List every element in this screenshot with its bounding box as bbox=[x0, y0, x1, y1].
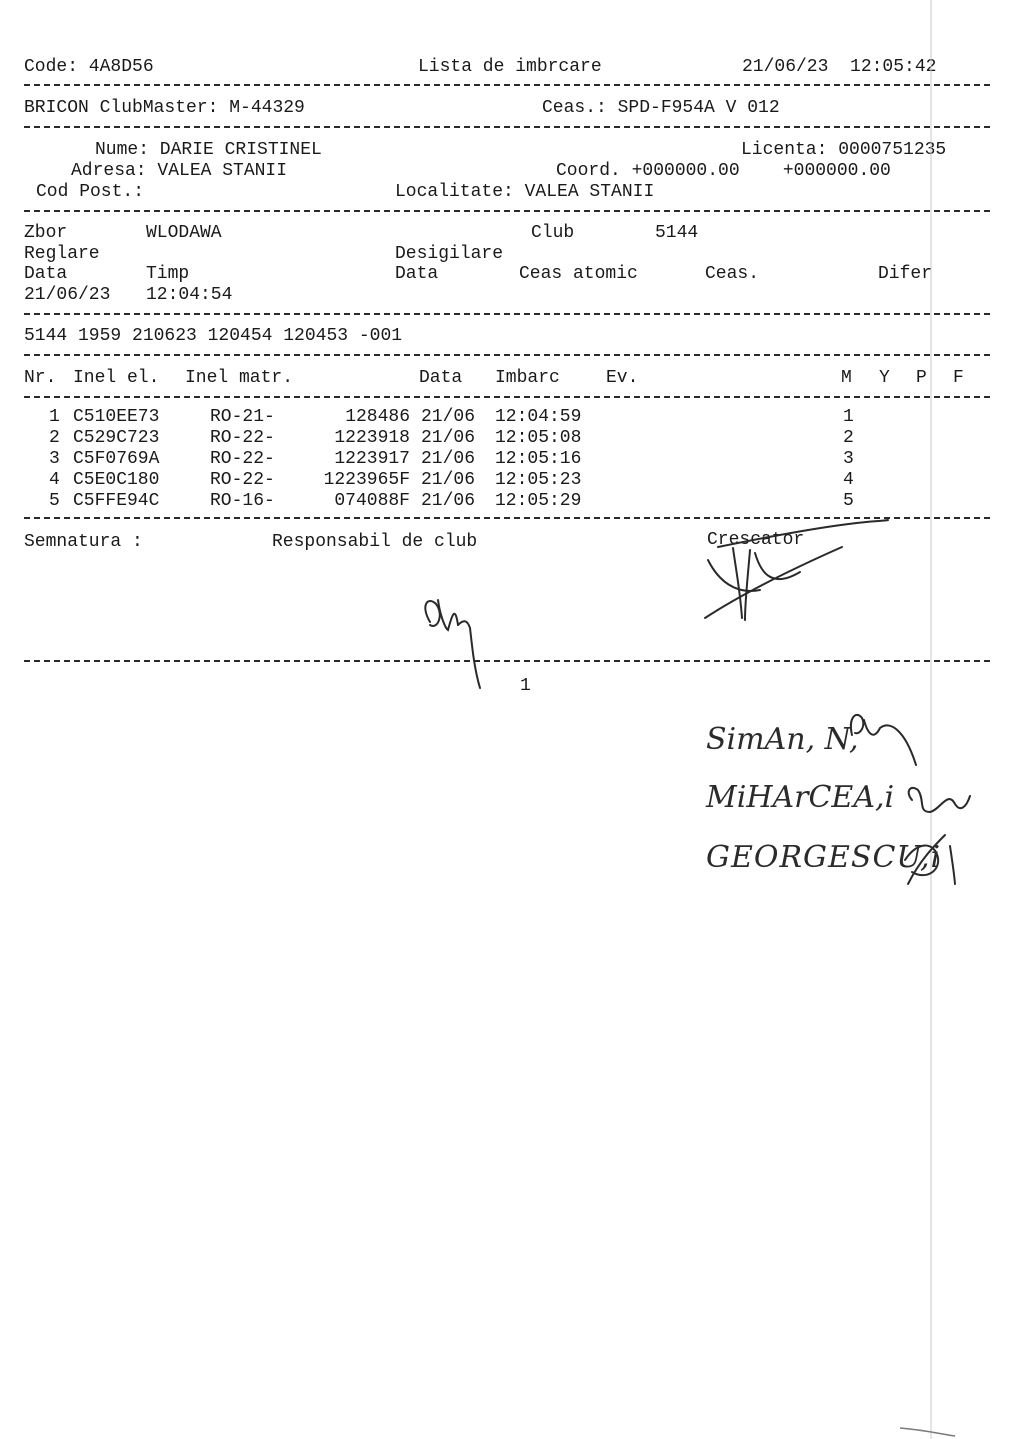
basketing-time: 12:05:29 bbox=[495, 491, 582, 511]
reglare-date: 21/06/23 bbox=[24, 285, 111, 305]
scan-mark bbox=[900, 1428, 955, 1436]
side-signatures bbox=[851, 715, 970, 884]
clock-label: Ceas. bbox=[705, 264, 760, 284]
basketing-time: 12:05:23 bbox=[495, 470, 582, 490]
ring-prefix: RO-22- bbox=[210, 428, 275, 448]
handwritten-name-2: MiHArCEA,i bbox=[706, 780, 895, 815]
club-responsible-label: Responsabil de club bbox=[272, 532, 478, 552]
summary-line: 5144 1959 210623 120454 120453 -001 bbox=[24, 326, 403, 346]
row-date: 21/06 bbox=[421, 470, 476, 490]
clock-id: Ceas.: SPD-F954A V 012 bbox=[542, 98, 780, 118]
handwritten-name-1: SimAn, N, bbox=[706, 722, 859, 757]
breeder-signature bbox=[705, 520, 888, 620]
locality: Localitate: VALEA STANII bbox=[395, 182, 655, 202]
reglare-time-label: Timp bbox=[146, 264, 190, 284]
license-number: Licenta: 0000751235 bbox=[741, 140, 947, 160]
m-value: 3 bbox=[843, 449, 854, 469]
desigilare-label: Desigilare bbox=[395, 244, 504, 264]
club-label: Club bbox=[531, 223, 575, 243]
ring-prefix: RO-22- bbox=[210, 470, 275, 490]
reglare-date-label: Data bbox=[24, 264, 68, 284]
column-header: Inel matr. bbox=[185, 368, 294, 388]
flight-label: Zbor bbox=[24, 223, 68, 243]
ring-number: 074088F bbox=[334, 491, 410, 511]
document-title: Lista de imbrcare bbox=[418, 57, 602, 77]
coordinates: Coord. +000000.00 +000000.00 bbox=[556, 161, 891, 181]
m-value: 1 bbox=[843, 407, 854, 427]
row-number: 5 bbox=[49, 491, 60, 511]
print-datetime: 21/06/23 12:05:42 bbox=[742, 57, 937, 77]
column-header: M bbox=[841, 368, 852, 388]
ring-number: 128486 bbox=[345, 407, 410, 427]
ring-prefix: RO-21- bbox=[210, 407, 275, 427]
column-header: Inel el. bbox=[73, 368, 160, 388]
ring-prefix: RO-22- bbox=[210, 449, 275, 469]
electronic-ring: C529C723 bbox=[73, 428, 160, 448]
ring-number: 1223917 bbox=[334, 449, 410, 469]
page-number: 1 bbox=[520, 676, 531, 696]
column-header: Data bbox=[419, 368, 463, 388]
row-number: 3 bbox=[49, 449, 60, 469]
electronic-ring: C5FFE94C bbox=[73, 491, 160, 511]
basketing-time: 12:05:08 bbox=[495, 428, 582, 448]
row-number: 4 bbox=[49, 470, 60, 490]
postal-code: Cod Post.: bbox=[36, 182, 145, 202]
reglare-label: Reglare bbox=[24, 244, 100, 264]
club-responsible-signature bbox=[425, 600, 480, 688]
m-value: 4 bbox=[843, 470, 854, 490]
m-value: 5 bbox=[843, 491, 854, 511]
column-header: Y bbox=[879, 368, 890, 388]
handwritten-name-3: GEORGESCU,i bbox=[706, 840, 942, 875]
club-number: 5144 bbox=[655, 223, 699, 243]
m-value: 2 bbox=[843, 428, 854, 448]
atomic-clock-label: Ceas atomic bbox=[519, 264, 638, 284]
owner-name: Nume: DARIE CRISTINEL bbox=[95, 140, 322, 160]
row-date: 21/06 bbox=[421, 428, 476, 448]
flight-name: WLODAWA bbox=[146, 223, 222, 243]
row-date: 21/06 bbox=[421, 407, 476, 427]
ring-number: 1223918 bbox=[334, 428, 410, 448]
desigilare-date-label: Data bbox=[395, 264, 439, 284]
signature-label: Semnatura : bbox=[24, 532, 143, 552]
column-header: F bbox=[953, 368, 964, 388]
row-date: 21/06 bbox=[421, 491, 476, 511]
electronic-ring: C5E0C180 bbox=[73, 470, 160, 490]
code-label: Code: 4A8D56 bbox=[24, 57, 154, 77]
reglare-time: 12:04:54 bbox=[146, 285, 233, 305]
ring-prefix: RO-16- bbox=[210, 491, 275, 511]
column-header: P bbox=[916, 368, 927, 388]
row-number: 2 bbox=[49, 428, 60, 448]
electronic-ring: C5F0769A bbox=[73, 449, 160, 469]
breeder-label: Crescator bbox=[707, 530, 805, 550]
row-date: 21/06 bbox=[421, 449, 476, 469]
electronic-ring: C510EE73 bbox=[73, 407, 160, 427]
column-header: Imbarc bbox=[495, 368, 560, 388]
column-header: Ev. bbox=[606, 368, 639, 388]
ring-number: 1223965F bbox=[323, 470, 410, 490]
difference-label: Difer bbox=[878, 264, 933, 284]
column-header: Nr. bbox=[24, 368, 57, 388]
row-number: 1 bbox=[49, 407, 60, 427]
clubmaster-id: BRICON ClubMaster: M-44329 bbox=[24, 98, 305, 118]
basketing-time: 12:05:16 bbox=[495, 449, 582, 469]
basketing-time: 12:04:59 bbox=[495, 407, 582, 427]
owner-address: Adresa: VALEA STANII bbox=[71, 161, 288, 181]
